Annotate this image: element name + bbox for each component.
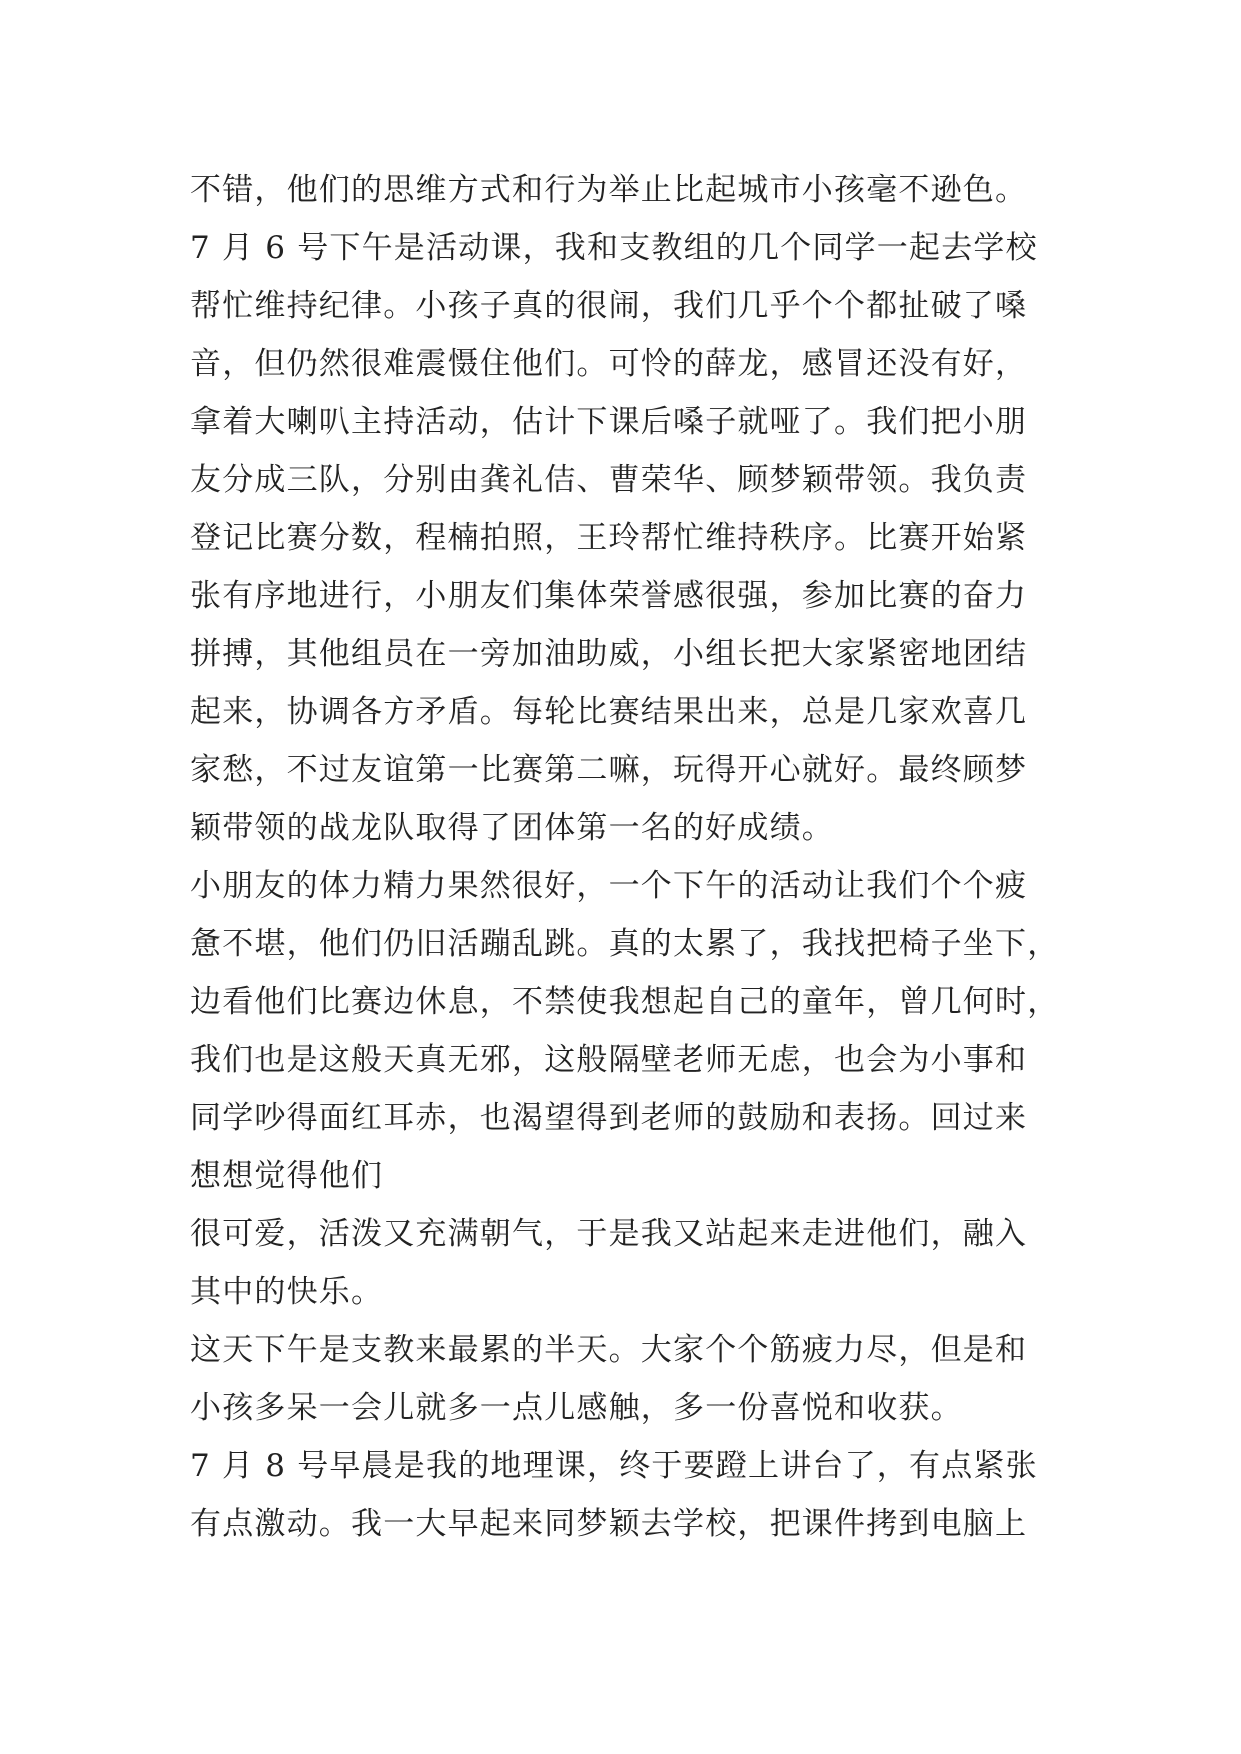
text-line: 7 月 6 号下午是活动课，我和支教组的几个同学一起去学校 [190,230,1038,266]
text-line: 这天下午是支教来最累的半天。大家个个筋疲力尽，但是和 [190,1332,1028,1368]
text-line: 小孩多呆一会儿就多一点儿感触，多一份喜悦和收获。 [190,1390,963,1426]
text-line: 张有序地进行，小朋友们集体荣誉感很强，参加比赛的奋力 [190,578,1028,614]
text-line: 拼搏，其他组员在一旁加油助威，小组长把大家紧密地团结 [190,636,1028,672]
text-line: 登记比赛分数，程楠拍照，王玲帮忙维持秩序。比赛开始紧 [190,520,1028,556]
text-line: 小朋友的体力精力果然很好，一个下午的活动让我们个个疲 [190,868,1028,904]
text-line: 我们也是这般天真无邪，这般隔壁老师无虑，也会为小事和 [190,1042,1028,1078]
body-text [190,161,1070,1553]
text-line: 不错，他们的思维方式和行为举止比起城市小孩毫不逊色。 [190,172,1028,208]
text-line: 拿着大喇叭主持活动，估计下课后嗓子就哑了。我们把小朋 [190,404,1028,440]
text-line: 颖带领的战龙队取得了团体第一名的好成绩。 [190,810,834,846]
text-line: 同学吵得面红耳赤，也渴望得到老师的鼓励和表扬。回过来 [190,1100,1028,1136]
text-line: 其中的快乐。 [190,1274,384,1310]
text-line: 很可爱，活泼又充满朝气，于是我又站起来走进他们，融入 [190,1216,1028,1252]
text-line: 想想觉得他们 [190,1158,384,1194]
text-line: 7 月 8 号早晨是我的地理课，终于要蹬上讲台了，有点紧张 [190,1448,1038,1484]
text-line: 惫不堪，他们仍旧活蹦乱跳。真的太累了，我找把椅子坐下， [190,926,1060,962]
text-line: 友分成三队，分别由龚礼佶、曹荣华、顾梦颖带领。我负责 [190,462,1028,498]
text-line: 边看他们比赛边休息，不禁使我想起自己的童年，曾几何时， [190,984,1060,1020]
text-line: 家愁，不过友谊第一比赛第二嘛，玩得开心就好。最终顾梦 [190,752,1028,788]
text-line: 音，但仍然很难震慑住他们。可怜的薛龙，感冒还没有好， [190,346,1028,382]
text-line: 帮忙维持纪律。小孩子真的很闹，我们几乎个个都扯破了嗓 [190,288,1028,324]
text-line: 有点激动。我一大早起来同梦颖去学校，把课件拷到电脑上 [190,1506,1028,1542]
text-line: 起来，协调各方矛盾。每轮比赛结果出来，总是几家欢喜几 [190,694,1028,730]
